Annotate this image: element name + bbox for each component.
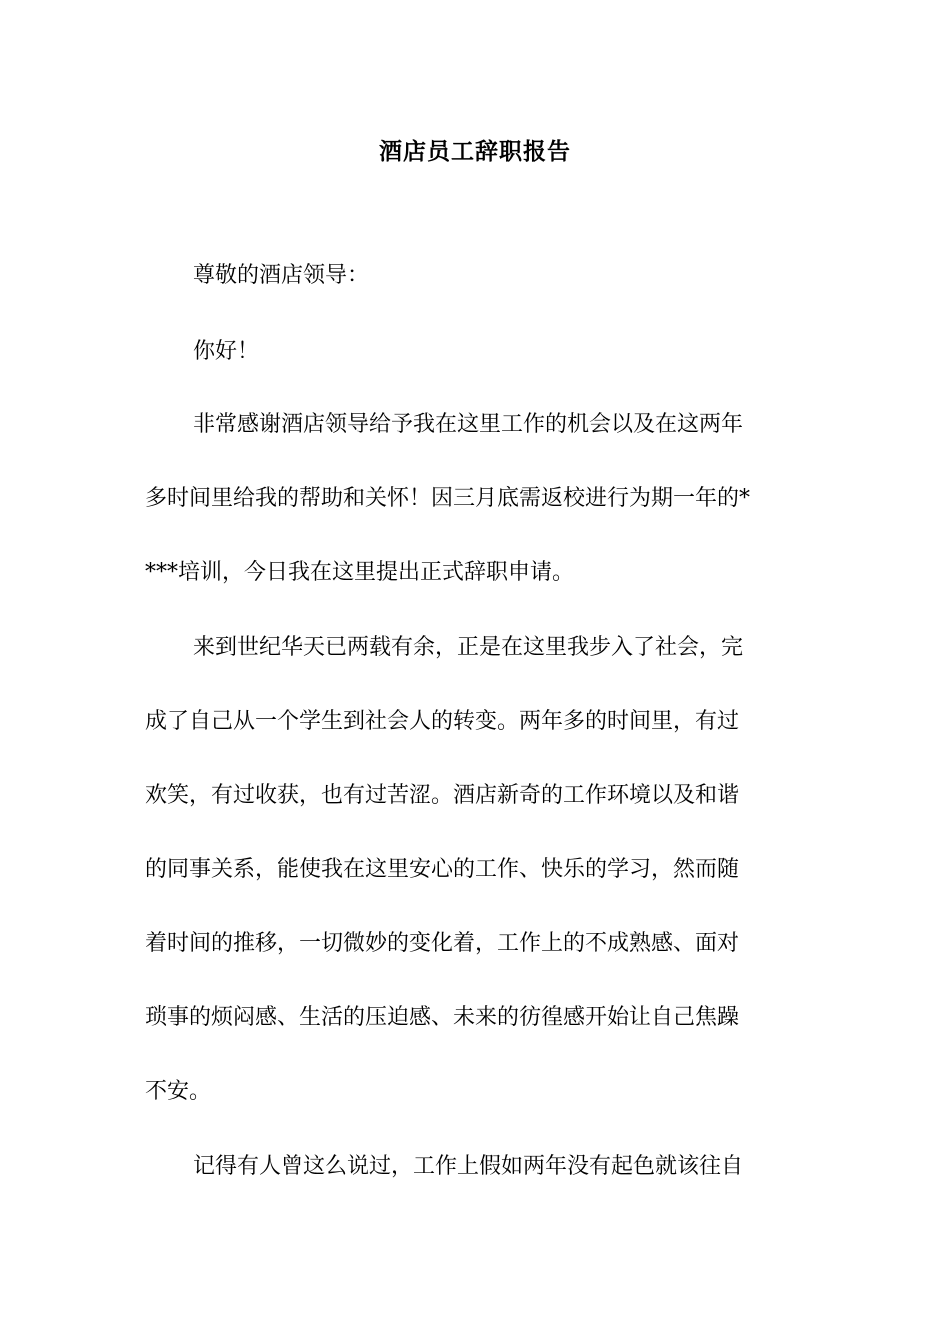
greeting-line: 你好！: [193, 339, 260, 364]
paragraph-line: 多时间里给我的帮助和关怀！因三月底需返校进行为期一年的*: [145, 486, 751, 511]
paragraph-line: 的同事关系，能使我在这里安心的工作、快乐的学习，然而随: [145, 857, 740, 882]
paragraph-line: 欢笑，有过收获，也有过苦涩。酒店新奇的工作环境以及和谐: [145, 783, 740, 808]
paragraph-line: 不安。: [145, 1079, 212, 1104]
document-title: 酒店员工辞职报告: [379, 138, 571, 165]
paragraph-line: 琐事的烦闷感、生活的压迫感、未来的彷徨感开始让自己焦躁: [145, 1005, 740, 1030]
salutation-line: 尊敬的酒店领导：: [193, 263, 370, 288]
paragraph-line: ***培训，今日我在这里提出正式辞职申请。: [145, 560, 575, 585]
paragraph-line: 非常感谢酒店领导给予我在这里工作的机会以及在这两年: [193, 412, 744, 437]
paragraph-line: 记得有人曾这么说过，工作上假如两年没有起色就该往自: [193, 1154, 744, 1179]
paragraph-line: 着时间的推移，一切微妙的变化着，工作上的不成熟感、面对: [145, 931, 740, 956]
paragraph-line: 成了自己从一个学生到社会人的转变。两年多的时间里，有过: [145, 709, 740, 734]
paragraph-line: 来到世纪华天已两载有余，正是在这里我步入了社会，完: [193, 635, 744, 660]
